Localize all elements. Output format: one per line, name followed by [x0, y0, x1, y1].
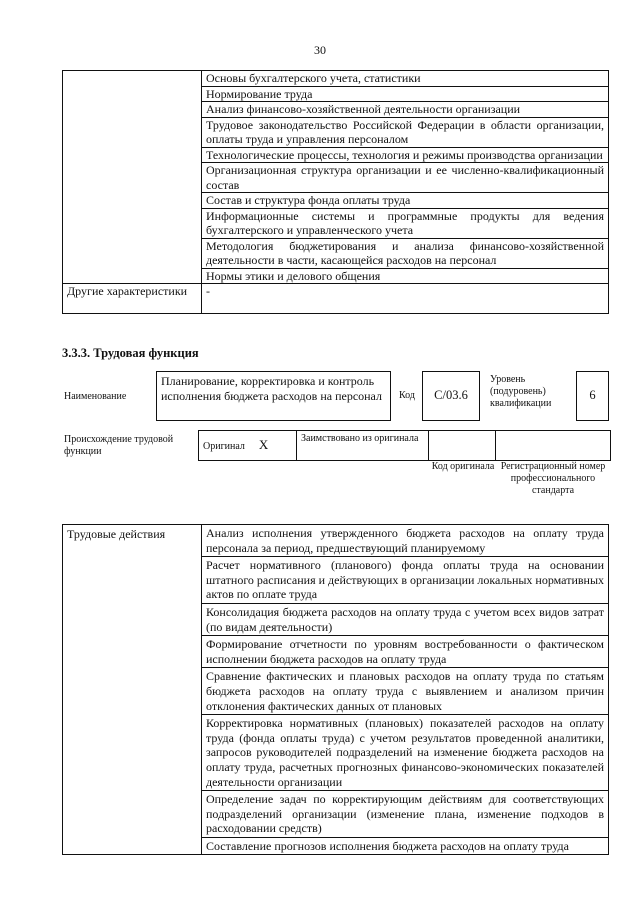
original-cell	[199, 431, 297, 461]
table-row	[63, 71, 609, 87]
knowledge-table	[62, 70, 609, 314]
reg-number-caption: Регистрационный номер профессионального стандарта	[500, 461, 606, 496]
labor-action-item: Анализ исполнения утвержденного бюджета расходов на оплату труда персонала за период, предшествующий планируемому	[202, 525, 609, 557]
reg-number-cell	[496, 431, 611, 461]
knowledge-item: Трудовое законодательство Российской Федерации в области организации, оплаты труда и управления персоналом	[202, 117, 609, 147]
labor-action-item: Формирование отчетности по уровням востребованности о фактическом исполнении бюджета расходов на оплату труда	[202, 636, 609, 668]
labor-actions-label: Трудовые действия	[63, 525, 202, 855]
borrowed-label: Заимствовано из оригинала	[297, 431, 429, 461]
knowledge-item: Информационные системы и программные продукты для ведения бухгалтерского и управленческого учета	[202, 208, 609, 238]
labor-action-item: Корректировка нормативных (плановых) показателей расходов на оплату труда (фонда оплаты труда) с учетом результатов проведенной аналитики, запросов руководителей подразделений на изменение бюджета расходов на оплату труда, расчетных прогнозных финансово-экономических показателей деятельности организации	[202, 715, 609, 791]
code-box	[422, 371, 480, 421]
knowledge-item: Состав и структура фонда оплаты труда	[202, 193, 609, 209]
name-label: Наименование	[64, 391, 127, 402]
knowledge-item: Методология бюджетирования и анализа финансово-хозяйственной деятельности в части, касающейся расходов на персонал	[202, 238, 609, 268]
knowledge-item: Анализ финансово-хозяйственной деятельности организации	[202, 102, 609, 118]
labor-actions-table	[62, 524, 609, 855]
other-characteristics-value: -	[202, 284, 609, 314]
origin-table	[198, 430, 611, 461]
code-value: С/03.6	[434, 388, 468, 402]
table-row	[199, 431, 611, 461]
empty-label-cell	[63, 71, 202, 284]
table-row	[63, 284, 609, 314]
name-box	[156, 371, 391, 421]
code-original-caption: Код оригинала	[431, 461, 495, 472]
level-label: Уровень (подуровень) квалификации	[490, 374, 552, 409]
labor-action-item: Определение задач по корректирующим действиям для соответствующих подразделений организации (изменение плана, изменение подходов в расходовании средств)	[202, 791, 609, 838]
labor-action-item: Сравнение фактических и плановых расходов на оплату труда по статьям бюджета расходов на оплату труда с выявлением и анализом причин отклонения фактических данных от плановых	[202, 668, 609, 715]
labor-action-item: Консолидация бюджета расходов на оплату труда с учетом всех видов затрат (по видам деятельности)	[202, 603, 609, 635]
page-number: 30	[314, 43, 326, 57]
original-label: Оригинал	[203, 441, 245, 452]
original-mark: X	[258, 437, 269, 452]
knowledge-item: Основы бухгалтерского учета, статистики	[202, 71, 609, 87]
code-original-cell	[429, 431, 496, 461]
section-heading: 3.3.3. Трудовая функция	[62, 346, 199, 360]
name-value: Планирование, корректировка и контроль исполнения бюджета расходов на персонал	[161, 374, 382, 403]
level-box	[576, 371, 609, 421]
code-label: Код	[399, 390, 415, 401]
labor-action-item: Расчет нормативного (планового) фонда оплаты труда на основании штатного расписания и действующих в организации локальных нормативных актов по оплате труда	[202, 557, 609, 604]
origin-label: Происхождение трудовой функции	[64, 434, 174, 457]
labor-action-item: Составление прогнозов исполнения бюджета расходов на оплату труда	[202, 837, 609, 855]
other-characteristics-label: Другие характеристики	[63, 284, 202, 314]
knowledge-item: Технологические процессы, технология и режимы производства организации	[202, 147, 609, 163]
knowledge-item: Нормы этики и делового общения	[202, 268, 609, 284]
table-row	[63, 525, 609, 557]
knowledge-item: Нормирование труда	[202, 86, 609, 102]
level-value: 6	[589, 388, 596, 402]
knowledge-item: Организационная структура организации и ее численно-квалификационный состав	[202, 163, 609, 193]
